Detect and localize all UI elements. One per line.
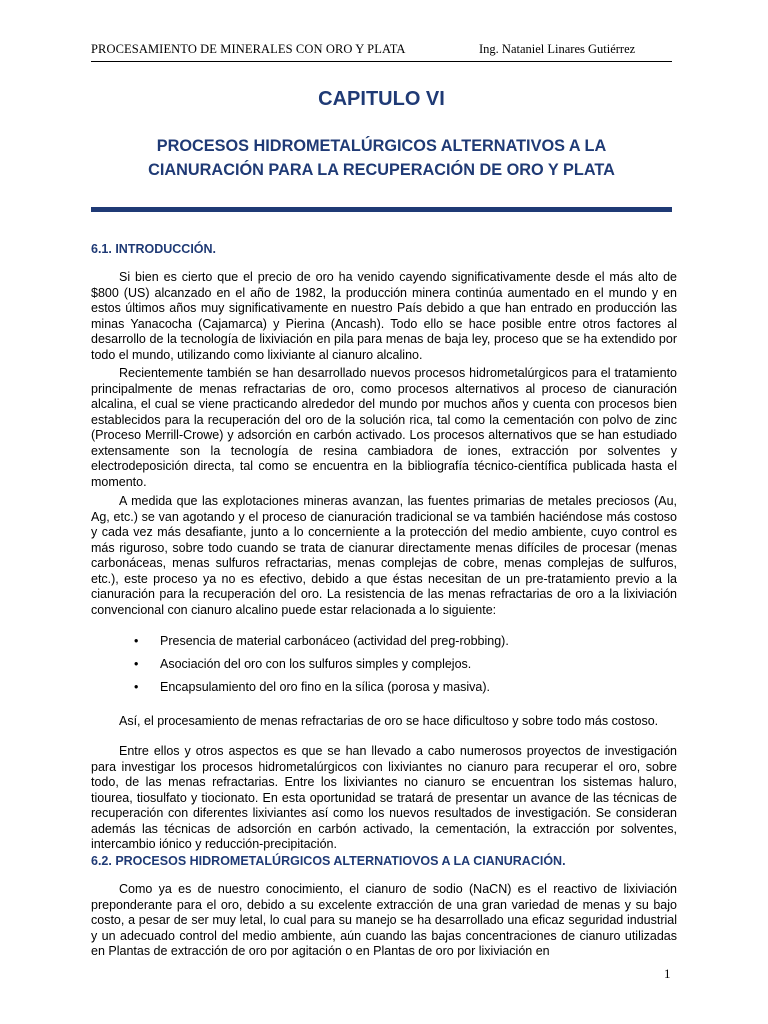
paragraph-1: Si bien es cierto que el precio de oro ha venido cayendo significativamente desde el más alto de $800 (US) alcanzado en el año de 1982, la producción minera continúa aumentado en el mundo y en estos últimos años muy significativamente en nuestro País debido a que han entrado en producción las minas Yanacocha (Cajamarca) y Pierina (Ancash). Todo ello se hace posible entre otros factores al desarrollo de la tecnología de lixiviación en pila para menas de baja ley, proceso que se ha extendido por todo el mundo, utilizando como lixiviante al cianuro alcalino. [91, 270, 677, 362]
chapter-subtitle-line-2: CIANURACIÓN PARA LA RECUPERACIÓN DE ORO Y PLATA [148, 161, 615, 179]
list-item-text: Asociación del oro con los sulfuros simples y complejos. [160, 657, 472, 671]
paragraph-6: Como ya es de nuestro conocimiento, el cianuro de sodio (NaCN) es el reactivo de lixiviación preponderante para el oro, debido a su excelente extracción de una gran variedad de menas y su bajo costo, a pesar de ser muy letal, lo cual para su manejo se ha desarrollado una eficaz seguridad industrial y un adecuado control del medio ambiente, aún cuando las bajas concentraciones de cianuro utilizadas en Plantas de extracción de oro por agitación o en Plantas de oro por lixiviación en [91, 882, 677, 958]
title-divider [91, 207, 672, 212]
chapter-subtitle-line-1: PROCESOS HIDROMETALÚRGICOS ALTERNATIVOS A LA [156, 137, 607, 155]
paragraph-3: A medida que las explotaciones mineras avanzan, las fuentes primarias de metales preciosos (Au, Ag, etc.) se van agotando y el proceso de cianuración tradicional se va también haciéndose más costoso y cada vez más desafiante, junto a lo concerniente a la protección del medio ambiente, cuyo control es más riguroso, sobre todo cuando se trata de cianurar directamente menas difíciles de procesar (menas carbonáceas, menas sulfuros refractarias, menas complejas de cobre, menas complejas de sulfuros, etc.), este proceso ya no es efectivo, debido a que éstas necesitan de un pre-tratamiento previo a la cianuración para la recuperación del oro. La resistencia de las menas refractarias de oro a la lixiviación convencional con cianuro alcalino puede estar relacionada a lo siguiente: [91, 494, 677, 617]
paragraph-5: Entre ellos y otros aspectos es que se han llevado a cabo numerosos proyectos de investigación para investigar los procesos hidrometalúrgicos con lixiviantes no cianuro para recuperar el oro, sobre todo, de las menas refractarias. Entre los lixiviantes no cianuro se encuentran los sistemas haluro, tiourea, tiosulfato y tiocionato. En esta oportunidad se tratará de presentar un avance de las técnicas de recuperación con diferentes lixiviantes así como los nuevos resultados de investigación. Se consideran además las técnicas de adsorción en carbón activado, la cementación, la extracción por solventes, intercambio iónico y reducción-precipitación. [91, 744, 677, 851]
bullet-marker: • [134, 634, 139, 648]
list-item-text: Presencia de material carbonáceo (actividad del preg-robbing). [160, 634, 509, 648]
list-item [91, 634, 677, 657]
chapter-subtitle [91, 134, 672, 182]
header-document-title: PROCESAMIENTO DE MINERALES CON ORO Y PLATA [91, 42, 406, 56]
paragraph-4: Así, el procesamiento de menas refractarias de oro se hace dificultoso y sobre todo más costoso. [119, 714, 659, 728]
list-item [91, 657, 677, 680]
header-divider [91, 61, 672, 62]
page-header [91, 42, 672, 62]
list-item-text: Encapsulamiento del oro fino en la sílica (porosa y masiva). [160, 680, 491, 694]
list-item [91, 680, 677, 703]
page-number: 1 [664, 966, 671, 981]
section-heading-procesos-alternativos: 6.2. PROCESOS HIDROMETALÚRGICOS ALTERNATIOVOS A LA CIANURACIÓN. [91, 854, 566, 868]
bullet-marker: • [134, 657, 139, 671]
header-author: Ing. Nataniel Linares Gutiérrez [479, 42, 636, 56]
chapter-title: CAPITULO VI [318, 88, 445, 110]
paragraph-2: Recientemente también se han desarrollado nuevos procesos hidrometalúrgicos para el tratamiento principalmente de menas refractarias de oro, como procesos alternativos al proceso de cianuración alcalina, el cual se viene practicando alrededor del mundo por muchos años y cuenta con procesos bien establecidos para la recuperación del oro de la solución rica, tal como la cementación con polvo de zinc (Proceso Merrill-Crowe) y adsorción en carbón activado. Los procesos alternativos que se han estudiado extensamente son la tecnología de resina cambiadora de iones, extracción por solventes y electrodeposición directa, tal como se encuentra en la bibliografía técnico-científica publicada hasta el momento. [91, 366, 677, 489]
section-heading-introduccion: 6.1. INTRODUCCIÓN. [91, 242, 217, 256]
bullet-list [91, 634, 677, 703]
bullet-marker: • [134, 680, 139, 694]
